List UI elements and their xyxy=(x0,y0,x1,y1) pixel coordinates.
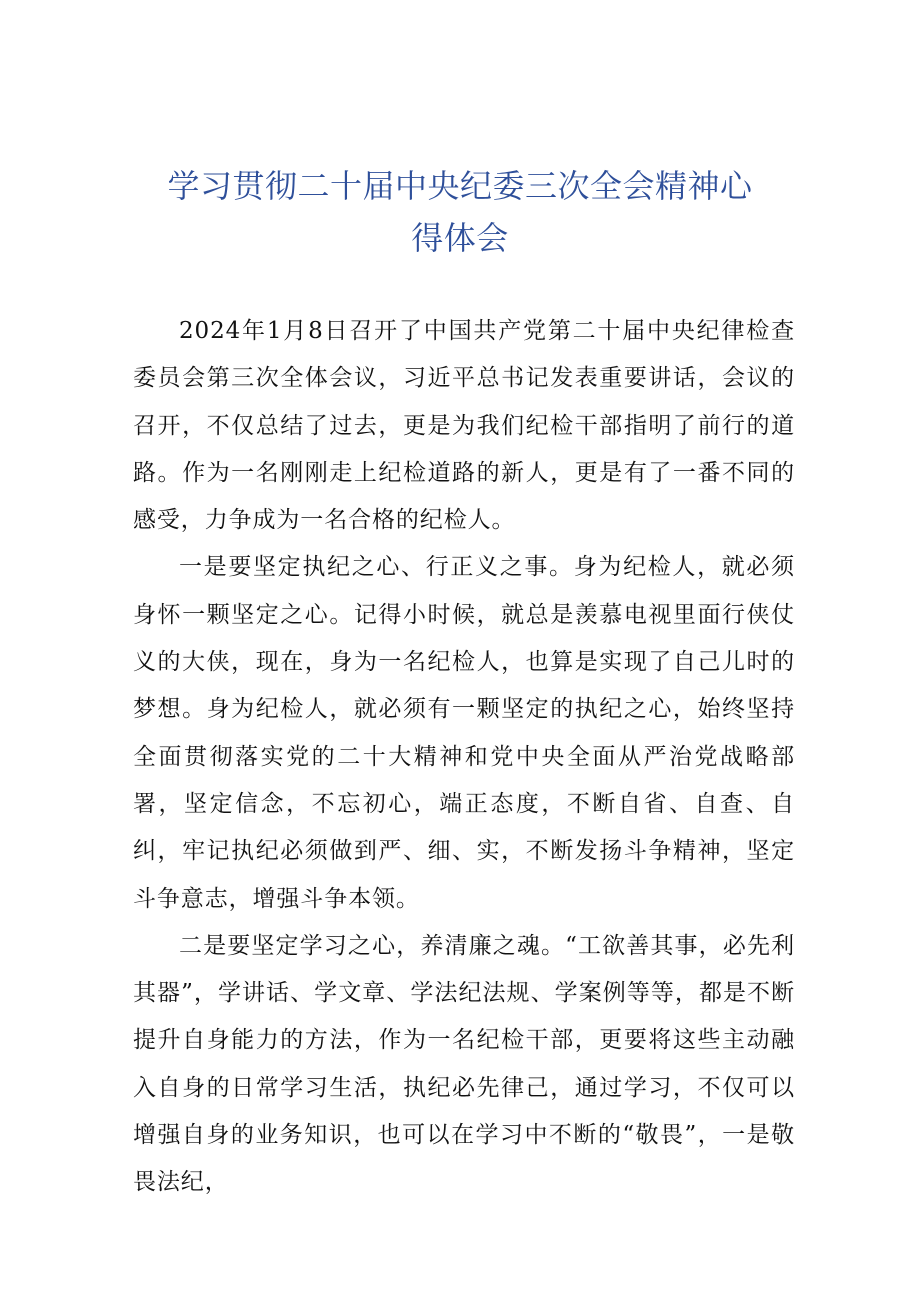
paragraph-intro: 2024年1月8日召开了中国共产党第二十届中央纪律检查委员会第三次全体会议，习近平总书记发表重要讲话，会议的召开，不仅总结了过去，更是为我们纪检干部指明了前行的道路。作为一名刚刚走上纪检道路的新人，更是有了一番不同的感受，力争成为一名合格的纪检人。 xyxy=(133,318,795,534)
paragraph-point-one: 一是要坚定执纪之心、行正义之事。身为纪检人，就必须身怀一颗坚定之心。记得小时候，就总是羡慕电视里面行侠仗义的大侠，现在，身为一名纪检人，也算是实现了自己儿时的梦想。身为纪检人，就必须有一颗坚定的执纪之心，始终坚持全面贯彻落实党的二十大精神和党中央全面从严治党战略部署，坚定信念，不忘初心，端正态度，不断自省、自查、自纠，牢记执纪必须做到严、细、实，不断发扬斗争精神，坚定斗争意志，增强斗争本领。 xyxy=(133,554,795,912)
paragraph-point-two: 二是要坚定学习之心，养清廉之魂。“工欲善其事，必先利其器”，学讲话、学文章、学法纪法规、学案例等等，都是不断提升自身能力的方法，作为一名纪检干部，更要将这些主动融入自身的日常学习生活，执纪必先律己，通过学习，不仅可以增强自身的业务知识，也可以在学习中不断的“敬畏”，一是敬畏法纪， xyxy=(133,932,795,1196)
document-body xyxy=(133,308,795,1207)
title-line-2: 得体会 xyxy=(411,219,509,257)
title-line-1: 学习贯彻二十届中央纪委三次全会精神心 xyxy=(167,167,753,205)
document-title xyxy=(120,160,800,264)
